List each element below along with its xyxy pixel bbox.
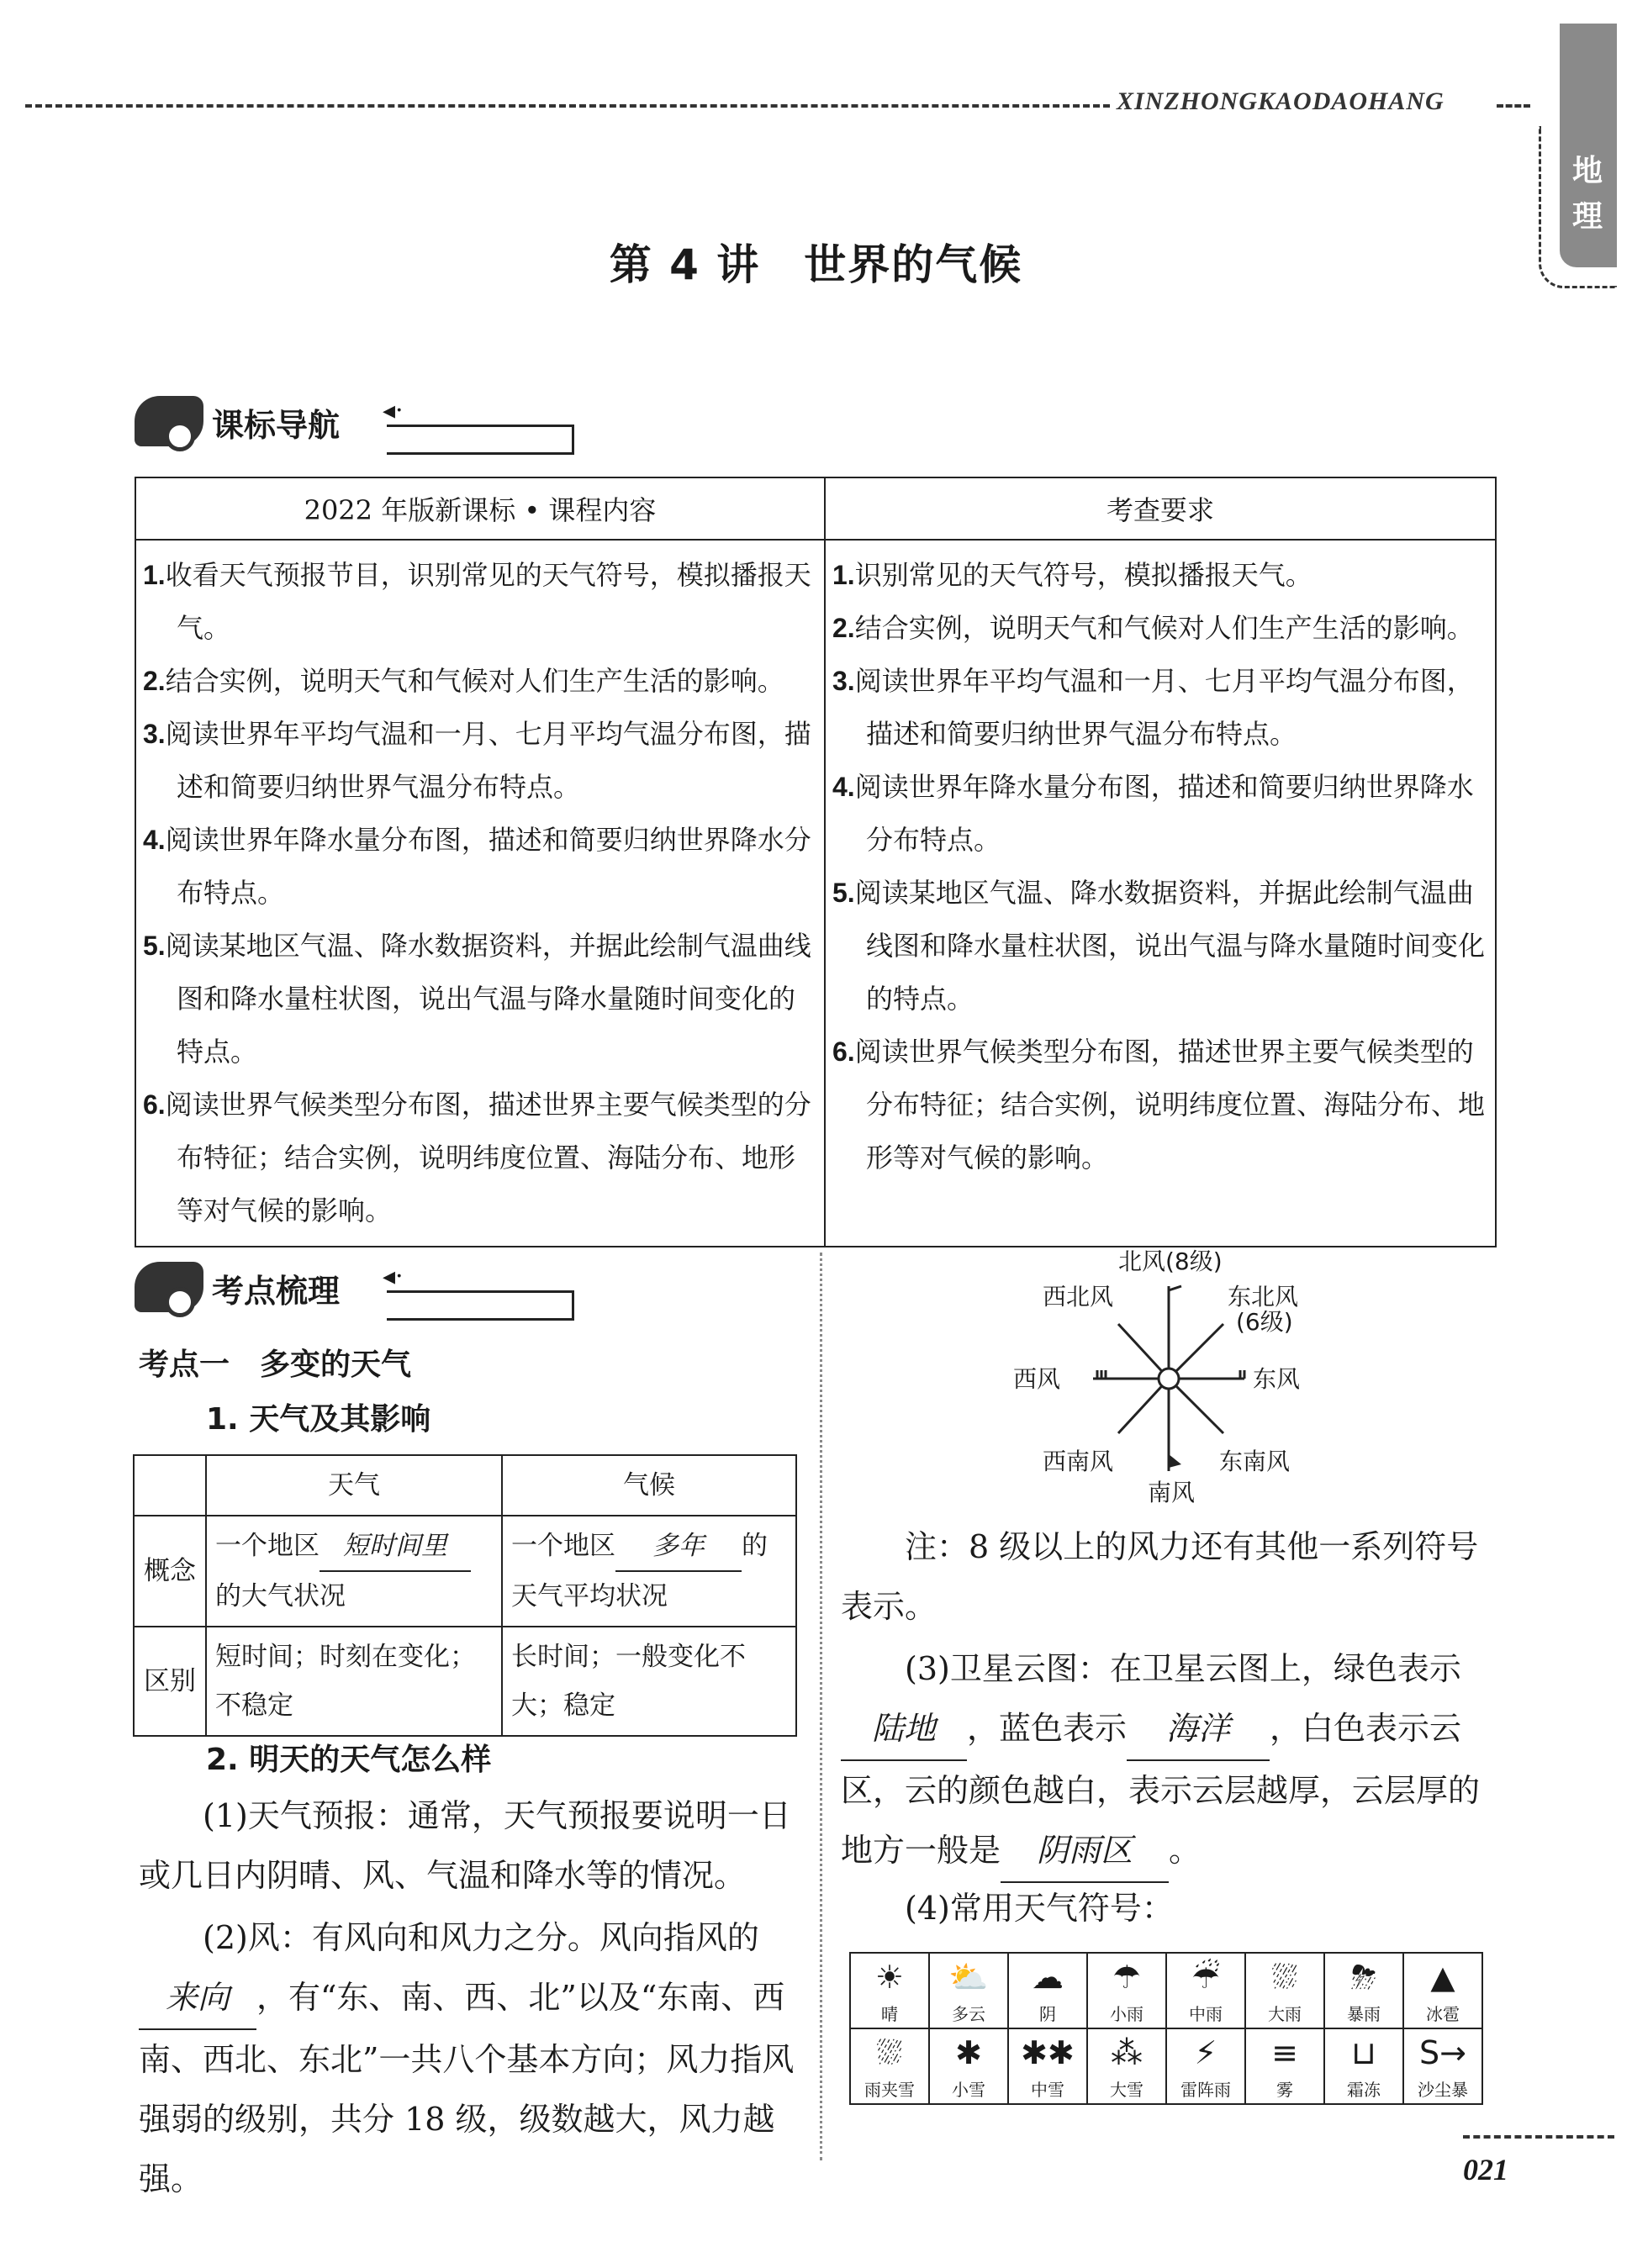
thunderstorm-icon: ⚡ xyxy=(1194,2034,1217,2071)
curriculum-table xyxy=(135,477,1497,1247)
station-circle xyxy=(1159,1369,1179,1389)
light-snow-icon: ✱ xyxy=(955,2034,982,2071)
southeast-arm xyxy=(1169,1379,1223,1433)
camera-icon xyxy=(135,396,203,446)
list-item: 1.识别常见的天气符号，模拟播报天气。 xyxy=(832,559,1312,591)
list-item: 4.阅读世界年降水量分布图，描述和简要归纳世界降水分布特点。 xyxy=(832,771,1474,856)
concept-label: 概念 xyxy=(134,1516,206,1627)
symbol-cell: ☀ 晴 xyxy=(850,1953,929,2028)
camera-icon xyxy=(135,1262,203,1312)
label-west: 西风 xyxy=(1013,1365,1061,1393)
symbol-cell: ⛆ 大雨 xyxy=(1245,1953,1324,2028)
heavy-rain-icon: ⛆ xyxy=(1271,1959,1298,1996)
section-header-key-points: 考点梳理 ◂· xyxy=(135,1257,589,1317)
col1-content xyxy=(135,540,825,1247)
sun-icon: ☀ xyxy=(874,1959,905,1996)
footer-dashed-line xyxy=(1463,2135,1614,2139)
col1-header: 2022 年版新课标 • 课程内容 xyxy=(135,477,825,540)
symbol-cell: ☁ 阴 xyxy=(1008,1953,1087,2028)
heavy-snow-icon: ⁂ xyxy=(1111,2034,1143,2071)
list-item: 4.阅读世界年降水量分布图，描述和简要归纳世界降水分布特点。 xyxy=(143,824,811,909)
symbol-cell: ☔ 中雨 xyxy=(1166,1953,1245,2028)
header-dashed-line-end xyxy=(1497,104,1530,108)
list-item: 2.结合实例，说明天气和气候对人们生产生活的影响。 xyxy=(143,665,784,697)
arrow-left-icon: ◂· xyxy=(383,1262,404,1291)
label-northwest: 西北风 xyxy=(1043,1283,1114,1311)
symbol-cell: ⛅ 多云 xyxy=(929,1953,1008,2028)
weather-header: 天气 xyxy=(206,1455,502,1516)
symbol-cell: ✱ 小雪 xyxy=(929,2028,1008,2104)
paragraph-forecast: (1)天气预报：通常，天气预报要说明一日或几日内阴晴、风、气温和降水等的情况。 xyxy=(139,1797,791,1894)
label-northeast-level: (6级) xyxy=(1236,1308,1293,1336)
col2-header: 考查要求 xyxy=(825,477,1496,540)
partly-cloudy-icon: ⛅ xyxy=(948,1959,989,1996)
symbol-cell: S→ 沙尘暴 xyxy=(1403,2028,1482,2104)
weather-concept: 一个地区 短时间里 的大气状况 xyxy=(206,1516,502,1627)
symbol-cell: ⊔ 霜冻 xyxy=(1324,2028,1403,2104)
list-item: 2.结合实例，说明天气和气候对人们生产生活的影响。 xyxy=(832,612,1474,644)
label-east: 东风 xyxy=(1253,1365,1301,1393)
list-item: 5.阅读某地区气温、降水数据资料，并据此绘制气温曲线图和降水量柱状图，说出气温与降水量随时间变化的特点。 xyxy=(143,930,811,1068)
paragraph-symbols-intro: (4)常用天气符号： xyxy=(905,1890,1174,1927)
symbol-cell: ⁂ 大雪 xyxy=(1087,2028,1166,2104)
section-header-curriculum: 课标导航 ◂· xyxy=(135,391,589,451)
fog-icon: ≡ xyxy=(1271,2034,1298,2071)
subheading-tomorrow-weather: 2. 明天的天气怎么样 xyxy=(206,1743,492,1777)
label-north: 北风(8级) xyxy=(1118,1247,1223,1275)
key-point-heading: 考点一 多变的天气 xyxy=(139,1348,412,1382)
paragraph-satellite: (3)卫星云图：在卫星云图上，绿色表示陆地 ，蓝色表示 海洋 ，白色表示云区，云的颜色越白，表示云层越厚，云层厚的地方一般是 阴雨区 。 xyxy=(841,1639,1497,1883)
symbol-cell: ▲ 冰雹 xyxy=(1403,1953,1482,2028)
weather-symbols-table xyxy=(849,1952,1483,2105)
moderate-rain-icon: ☔ xyxy=(1191,1959,1221,1996)
side-tab-label: 地 理 xyxy=(1571,153,1603,234)
weather-climate-table xyxy=(133,1454,797,1737)
symbol-cell: ≡ 雾 xyxy=(1245,2028,1324,2104)
list-item: 5.阅读某地区气温、降水数据资料，并据此绘制气温曲线图和降水量柱状图，说出气温与降水量随时间变化的特点。 xyxy=(832,877,1486,1015)
label-southeast: 东南风 xyxy=(1219,1448,1291,1475)
climate-header: 气候 xyxy=(502,1455,796,1516)
cloud-icon: ☁ xyxy=(1032,1959,1064,1996)
page-number: 021 xyxy=(1463,2153,1508,2186)
sandstorm-icon: S→ xyxy=(1419,2034,1466,2071)
list-item: 3.阅读世界年平均气温和一月、七月平均气温分布图，描述和简要归纳世界气温分布特点。 xyxy=(143,718,811,803)
label-south: 南风 xyxy=(1148,1479,1196,1506)
col2-content xyxy=(825,540,1496,1247)
header-dashed-line xyxy=(25,104,1110,108)
list-item: 6.阅读世界气候类型分布图，描述世界主要气候类型的分布特征；结合实例，说明纬度位置、海陆分布、地形等对气候的影响。 xyxy=(143,1089,811,1226)
symbol-cell: ⚡ 雷阵雨 xyxy=(1166,2028,1245,2104)
wind-diagram xyxy=(992,1244,1371,1513)
rainstorm-icon: ⛈ xyxy=(1350,1959,1377,1996)
climate-concept: 一个地区 多年 的 天气平均状况 xyxy=(502,1516,796,1627)
list-item: 1.收看天气预报节目，识别常见的天气符号，模拟播报天气。 xyxy=(143,559,811,644)
symbol-cell: ⛈ 暴雨 xyxy=(1324,1953,1403,2028)
frost-icon: ⊔ xyxy=(1351,2034,1376,2071)
header-code: XINZHONGKAODAOHANG xyxy=(1117,87,1445,115)
wind-note: 注：8 级以上的风力还有其他一系列符号表示。 xyxy=(841,1528,1479,1625)
column-divider xyxy=(820,1253,822,2160)
symbol-cell: ⛆ 雨夹雪 xyxy=(850,2028,929,2104)
subheading-weather-impact: 1. 天气及其影响 xyxy=(206,1402,431,1437)
sleet-icon: ⛆ xyxy=(876,2034,903,2071)
symbol-cell: ☂ 小雨 xyxy=(1087,1953,1166,2028)
arrow-left-icon: ◂· xyxy=(383,396,404,425)
label-northeast: 东北风 xyxy=(1228,1283,1299,1311)
climate-difference: 长时间；一般变化不大；稳定 xyxy=(502,1627,796,1736)
list-item: 6.阅读世界气候类型分布图，描述世界主要气候类型的分布特征；结合实例，说明纬度位置、海陆分布、地形等对气候的影响。 xyxy=(832,1036,1486,1174)
page-title: 第 4 讲 世界的气候 xyxy=(609,240,1023,289)
difference-label: 区别 xyxy=(134,1627,206,1736)
list-item: 3.阅读世界年平均气温和一月、七月平均气温分布图，描述和简要归纳世界气温分布特点。 xyxy=(832,665,1474,750)
symbol-cell: ✱✱ 中雪 xyxy=(1008,2028,1087,2104)
label-southwest: 西南风 xyxy=(1043,1448,1114,1475)
weather-difference: 短时间；时刻在变化；不稳定 xyxy=(206,1627,502,1736)
light-rain-icon: ☂ xyxy=(1112,1959,1142,1996)
moderate-snow-icon: ✱✱ xyxy=(1021,2034,1075,2071)
northeast-arm xyxy=(1169,1324,1223,1379)
paragraph-wind: (2)风：有风向和风力之分。风向指风的来向 ，有“东、南、西、北”以及“东南、西南、西北、东北”一共八个基本方向；风力指风强弱的级别，共分 18 级，级数越大，风力越强。 xyxy=(139,1919,795,2197)
hail-icon: ▲ xyxy=(1430,1959,1455,1996)
